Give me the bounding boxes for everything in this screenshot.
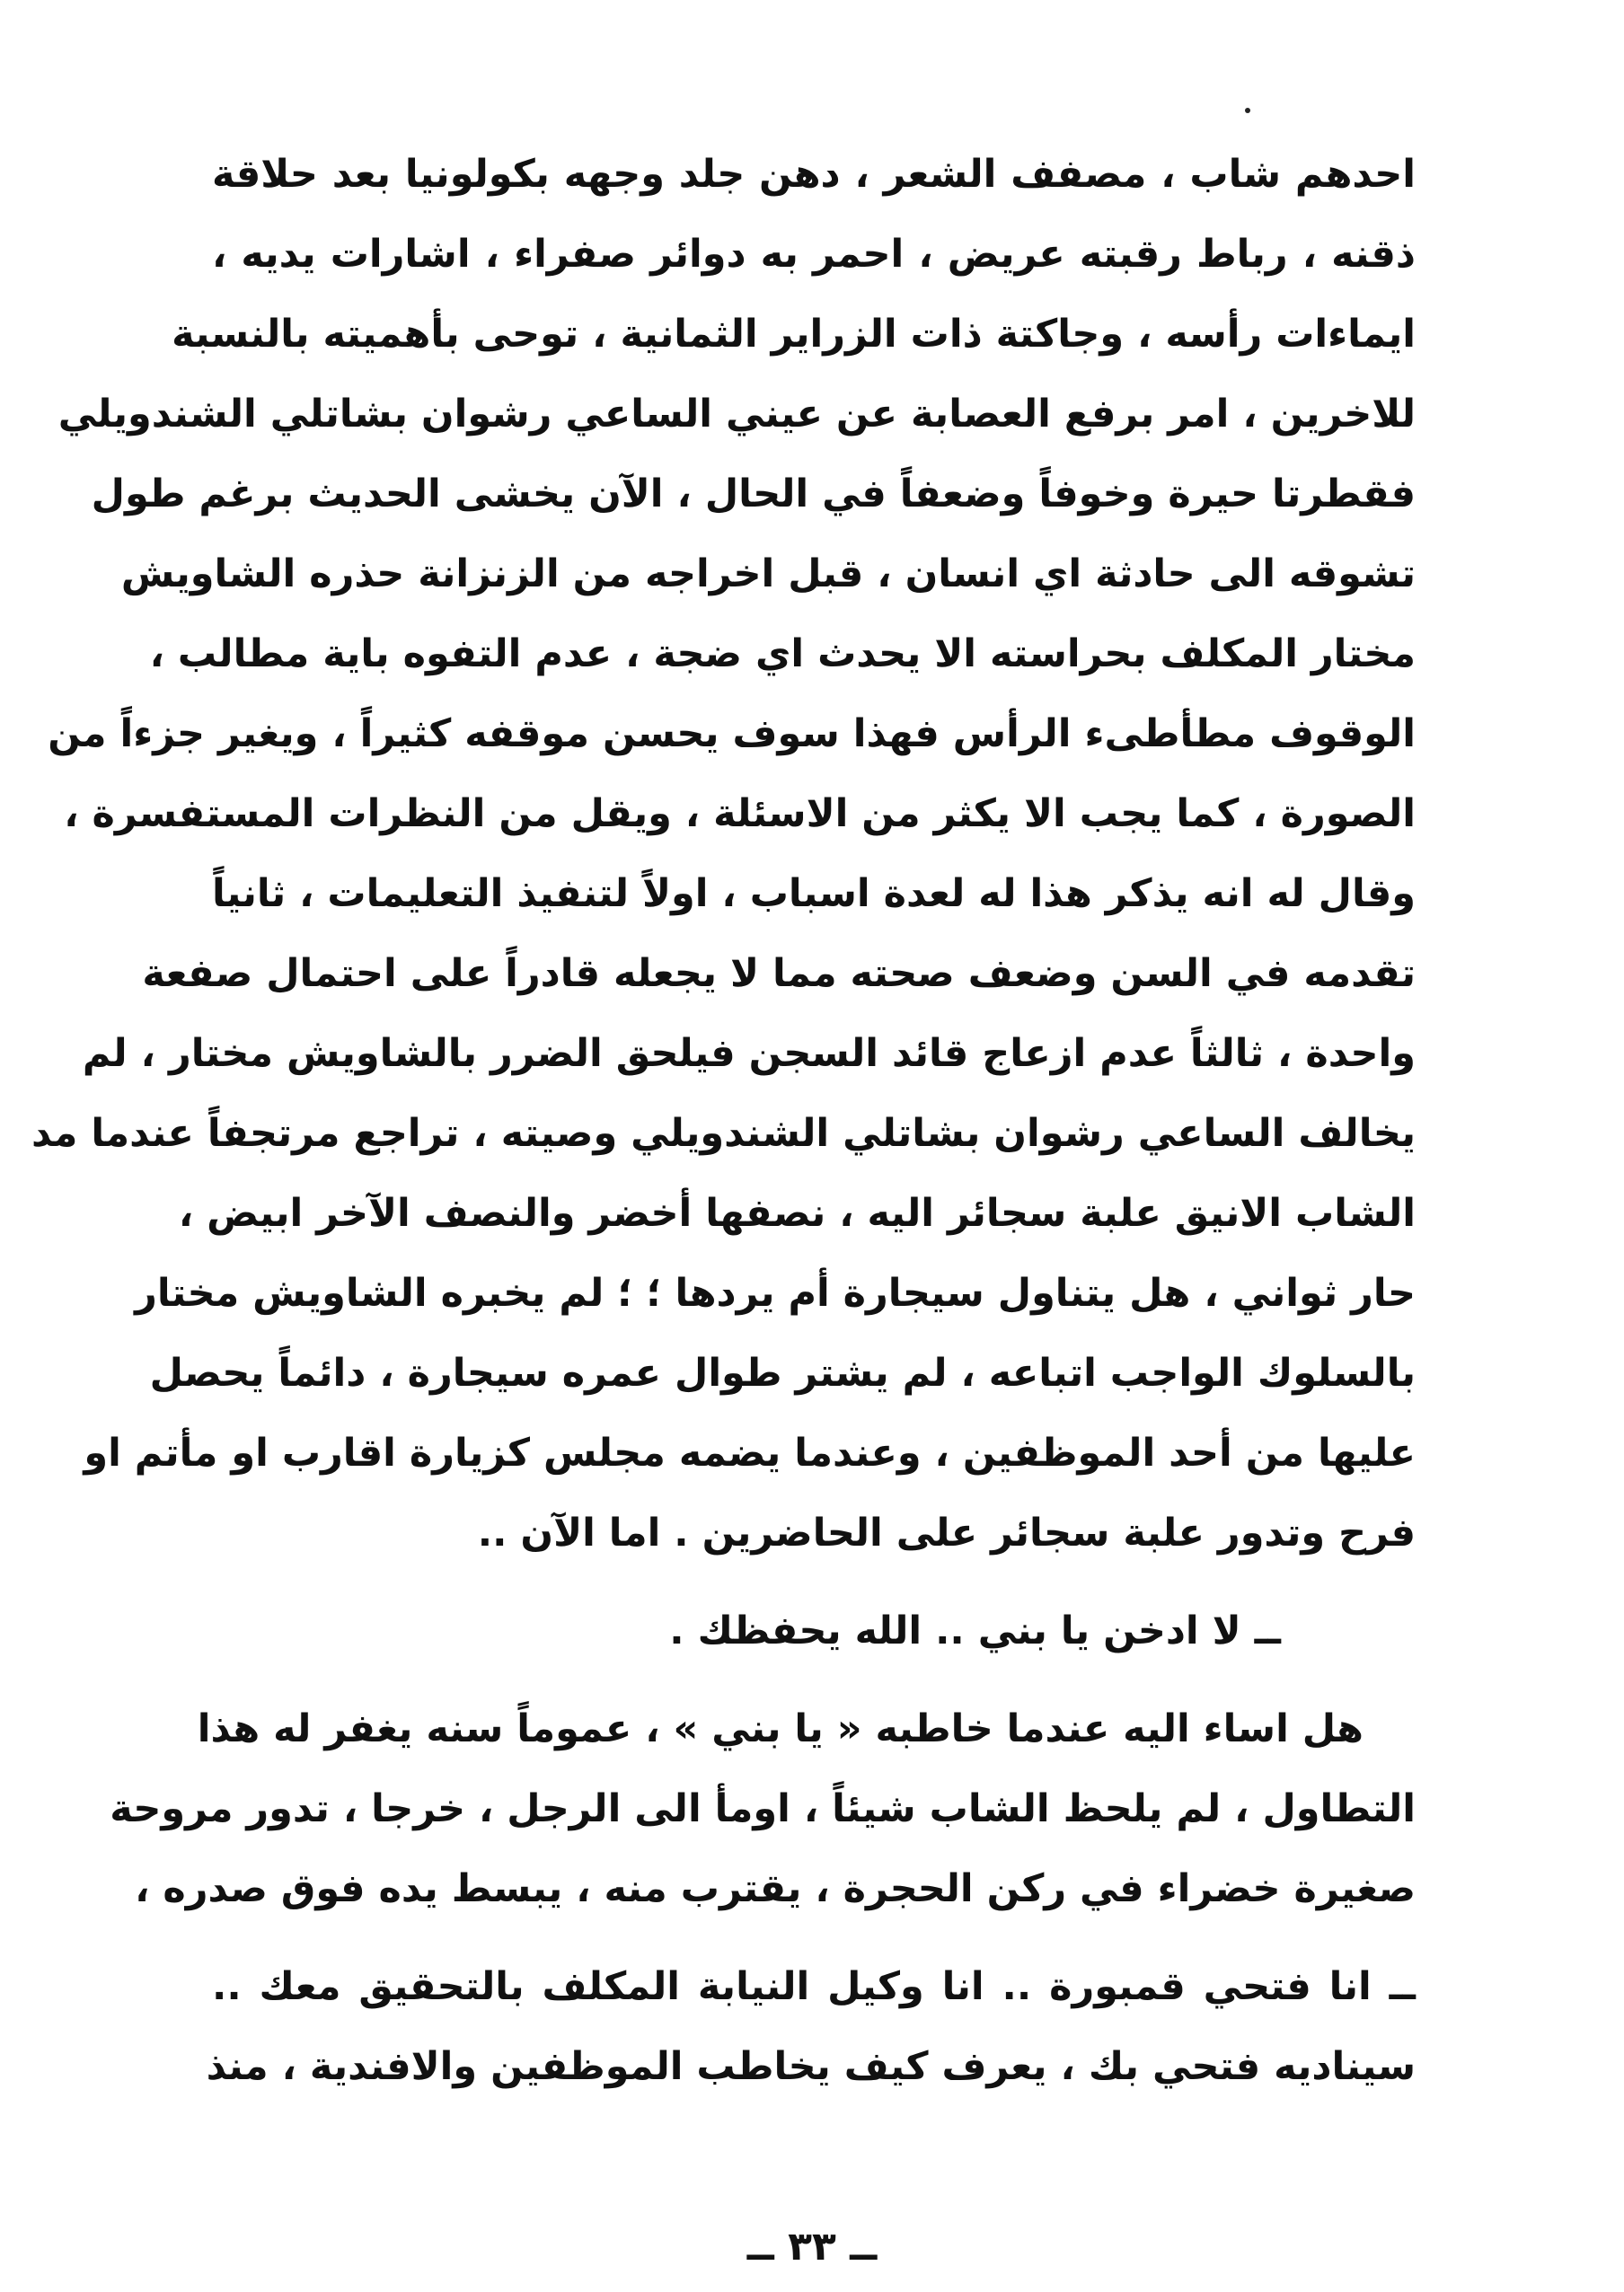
text-line: واحدة ، ثالثاً عدم ازعاج قائد السجن فيلحق الضرر بالشاويش مختار ، لم	[82, 1031, 1416, 1076]
text-line: ايماءات رأسه ، وجاكتة ذات الزراير الثمانية ، توحى بأهميته بالنسبة	[172, 312, 1416, 357]
text-line: هل اساء اليه عندما خاطبه « يا بني » ، عموماً سنه يغفر له هذا	[197, 1706, 1364, 1751]
text-line: فرح وتدور علبة سجائر على الحاضرين . اما الآن ..	[477, 1511, 1416, 1556]
text-line: الشاب الانيق علبة سجائر اليه ، نصفها أخضر والنصف الآخر ابيض ،	[178, 1191, 1416, 1236]
text-line: تشوقه الى حادثة اي انسان ، قبل اخراجه من الزنزانة حذره الشاويش	[120, 551, 1416, 596]
text-line: تقدمه في السن وضعف صحته مما لا يجعله قادراً على احتمال صفعة	[142, 951, 1416, 996]
text-line: صغيرة خضراء في ركن الحجرة ، يقترب منه ، يبسط يده فوق صدره ،	[135, 1866, 1416, 1911]
text-line: للاخرين ، امر برفع العصابة عن عيني الساعي رشوان بشاتلي الشندويلي	[57, 392, 1416, 436]
body-text	[31, 135, 1416, 2107]
text-line: فقطرتا حيرة وخوفاً وضعفاً في الحال ، الآن يخشى الحديث برغم طول	[91, 472, 1416, 516]
paragraph-gap	[212, 1929, 1416, 1947]
dialogue-line: ــ انا فتحي قمبورة .. انا وكيل النيابة المكلف بالتحقيق معك ..	[212, 1964, 1416, 2009]
page-number: ــ ٣٣ ــ	[746, 2224, 878, 2270]
text-line: بالسلوك الواجب اتباعه ، لم يشتر طوال عمره سيجارة ، دائماً يحصل	[149, 1351, 1416, 1396]
text-line: التطاول ، لم يلحظ الشاب شيئاً ، اومأ الى الرجل ، خرجا ، تدور مروحة	[110, 1786, 1416, 1831]
text-line: الصورة ، كما يجب الا يكثر من الاسئلة ، ويقل من النظرات المستفسرة ،	[64, 791, 1416, 836]
text-line: يخالف الساعي رشوان بشاتلي الشندويلي وصيته ، تراجع مرتجفاً عندما مد	[31, 1111, 1416, 1156]
text-line: سيناديه فتحي بك ، يعرف كيف يخاطب الموظفين والافندية ، منذ	[206, 2044, 1416, 2089]
text-line: حار ثواني ، هل يتناول سيجارة أم يردها ؛ ؛ لم يخبره الشاويش مختار	[135, 1271, 1416, 1316]
text-line: وقال له انه يذكر هذا له لعدة اسباب ، اولاً لتنفيذ التعليمات ، ثانياً	[212, 871, 1416, 916]
text-line: ذقنه ، رباط رقبته عريض ، احمر به دوائر صفراء ، اشارات يديه ،	[212, 232, 1416, 277]
paragraph-gap	[212, 1671, 1416, 1689]
text-line: مختار المكلف بحراسته الا يحدث اي ضجة ، عدم التفوه باية مطالب ،	[149, 631, 1416, 676]
paragraph-gap	[212, 1574, 1416, 1591]
text-line: عليها من أحد الموظفين ، وعندما يضمه مجلس كزيارة اقارب او مأتم او	[84, 1431, 1416, 1476]
ink-speck	[1245, 108, 1250, 113]
dialogue-line: ــ لا ادخن يا بني .. الله يحفظك .	[669, 1609, 1281, 1653]
text-line: احدهم شاب ، مصفف الشعر ، دهن جلد وجهه بكولونيا بعد حلاقة	[212, 152, 1416, 197]
text-line: الوقوف مطأطىء الرأس فهذا سوف يحسن موقفه كثيراً ، ويغير جزءاً من	[48, 711, 1416, 756]
